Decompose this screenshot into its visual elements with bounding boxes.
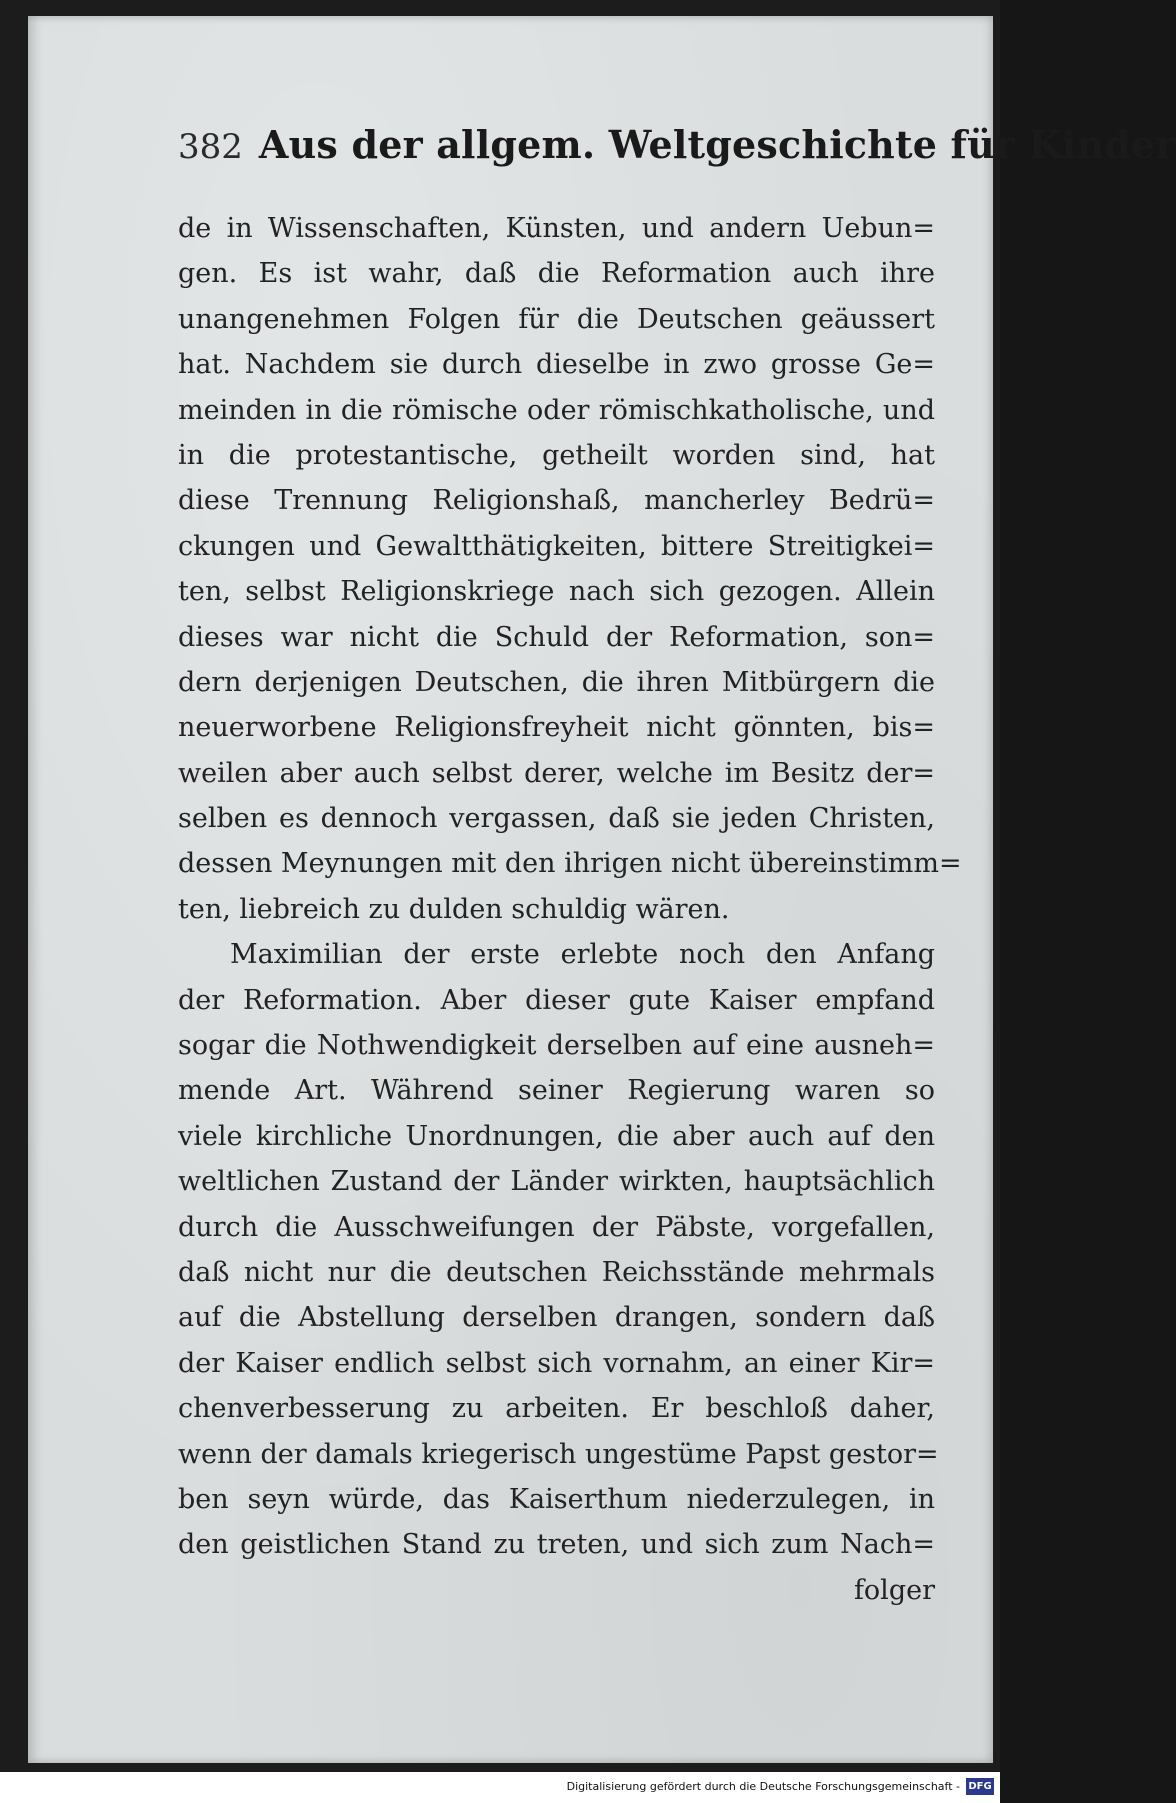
- text-line: wenn der damals kriegerisch ungestüme Papst gestor=: [178, 1438, 939, 1470]
- text-line: ckungen und Gewaltthätigkeiten, bittere Streitigkei=: [178, 530, 935, 562]
- text-line: dern derjenigen Deutschen, die ihren Mitbürgern die: [178, 666, 935, 698]
- text-line: hat. Nachdem sie durch dieselbe in zwo grosse Ge=: [178, 349, 935, 381]
- text-line: durch die Ausschweifungen der Päbste, vorgefallen,: [178, 1211, 935, 1243]
- text-line: mende Art. Während seiner Regierung waren so: [178, 1075, 935, 1107]
- running-title: Aus der allgem. Weltgeschichte für Kinder: [258, 122, 1176, 167]
- text-line: meinden in die römische oder römischkatholische, und: [178, 394, 935, 426]
- text-line: unangenehmen Folgen für die Deutschen geäussert: [178, 303, 935, 335]
- page-header: [178, 122, 1176, 182]
- text-line: ben seyn würde, das Kaiserthum niederzulegen, in: [178, 1483, 935, 1515]
- text-line: sogar die Nothwendigkeit derselben auf eine ausneh=: [178, 1030, 935, 1062]
- text-line: weilen aber auch selbst derer, welche im Besitz der=: [178, 757, 935, 789]
- text-line: de in Wissenschaften, Künsten, und andern Uebun=: [178, 213, 935, 244]
- digitization-footer: [0, 1772, 1000, 1803]
- footer-credit: Digitalisierung gefördert durch die Deutsche Forschungsgemeinschaft -: [566, 1780, 960, 1793]
- catchword: folger: [853, 1574, 935, 1606]
- dfg-logo-icon: DFG: [966, 1778, 994, 1795]
- text-line: auf die Abstellung derselben drangen, sondern daß: [178, 1302, 935, 1334]
- text-line: der Kaiser endlich selbst sich vornahm, an einer Kir=: [178, 1347, 935, 1379]
- text-line: viele kirchliche Unordnungen, die aber auch auf den: [178, 1120, 935, 1152]
- text-line: in die protestantische, getheilt worden sind, hat: [178, 439, 935, 471]
- text-line: selben es dennoch vergassen, daß sie jeden Christen,: [178, 803, 935, 835]
- text-line: neuerworbene Religionsfreyheit nicht gönnten, bis=: [178, 712, 935, 744]
- text-line: diese Trennung Religionshaß, mancherley Bedrü=: [178, 485, 935, 517]
- text-line: gen. Es ist wahr, daß die Reformation auch ihre: [178, 258, 935, 290]
- text-line: daß nicht nur die deutschen Reichsstände mehrmals: [178, 1256, 935, 1288]
- body-text: [178, 206, 962, 1613]
- text-line: ten, selbst Religionskriege nach sich gezogen. Allein: [178, 576, 935, 608]
- text-line: Maximilian der erste erlebte noch den Anfang: [230, 939, 935, 971]
- text-line: chenverbesserung zu arbeiten. Er beschloß daher,: [178, 1393, 935, 1425]
- text-line: der Reformation. Aber dieser gute Kaiser empfand: [178, 984, 935, 1016]
- text-line: den geistlichen Stand zu treten, und sich zum Nach=: [178, 1529, 935, 1561]
- text-line: dessen Meynungen mit den ihrigen nicht übereinstimm=: [178, 848, 962, 880]
- page-number: 382: [178, 127, 243, 167]
- text-line: weltlichen Zustand der Länder wirkten, hauptsächlich: [178, 1166, 935, 1198]
- text-line: ten, liebreich zu dulden schuldig wären.: [178, 893, 730, 925]
- text-line: dieses war nicht die Schuld der Reformation, son=: [178, 621, 935, 653]
